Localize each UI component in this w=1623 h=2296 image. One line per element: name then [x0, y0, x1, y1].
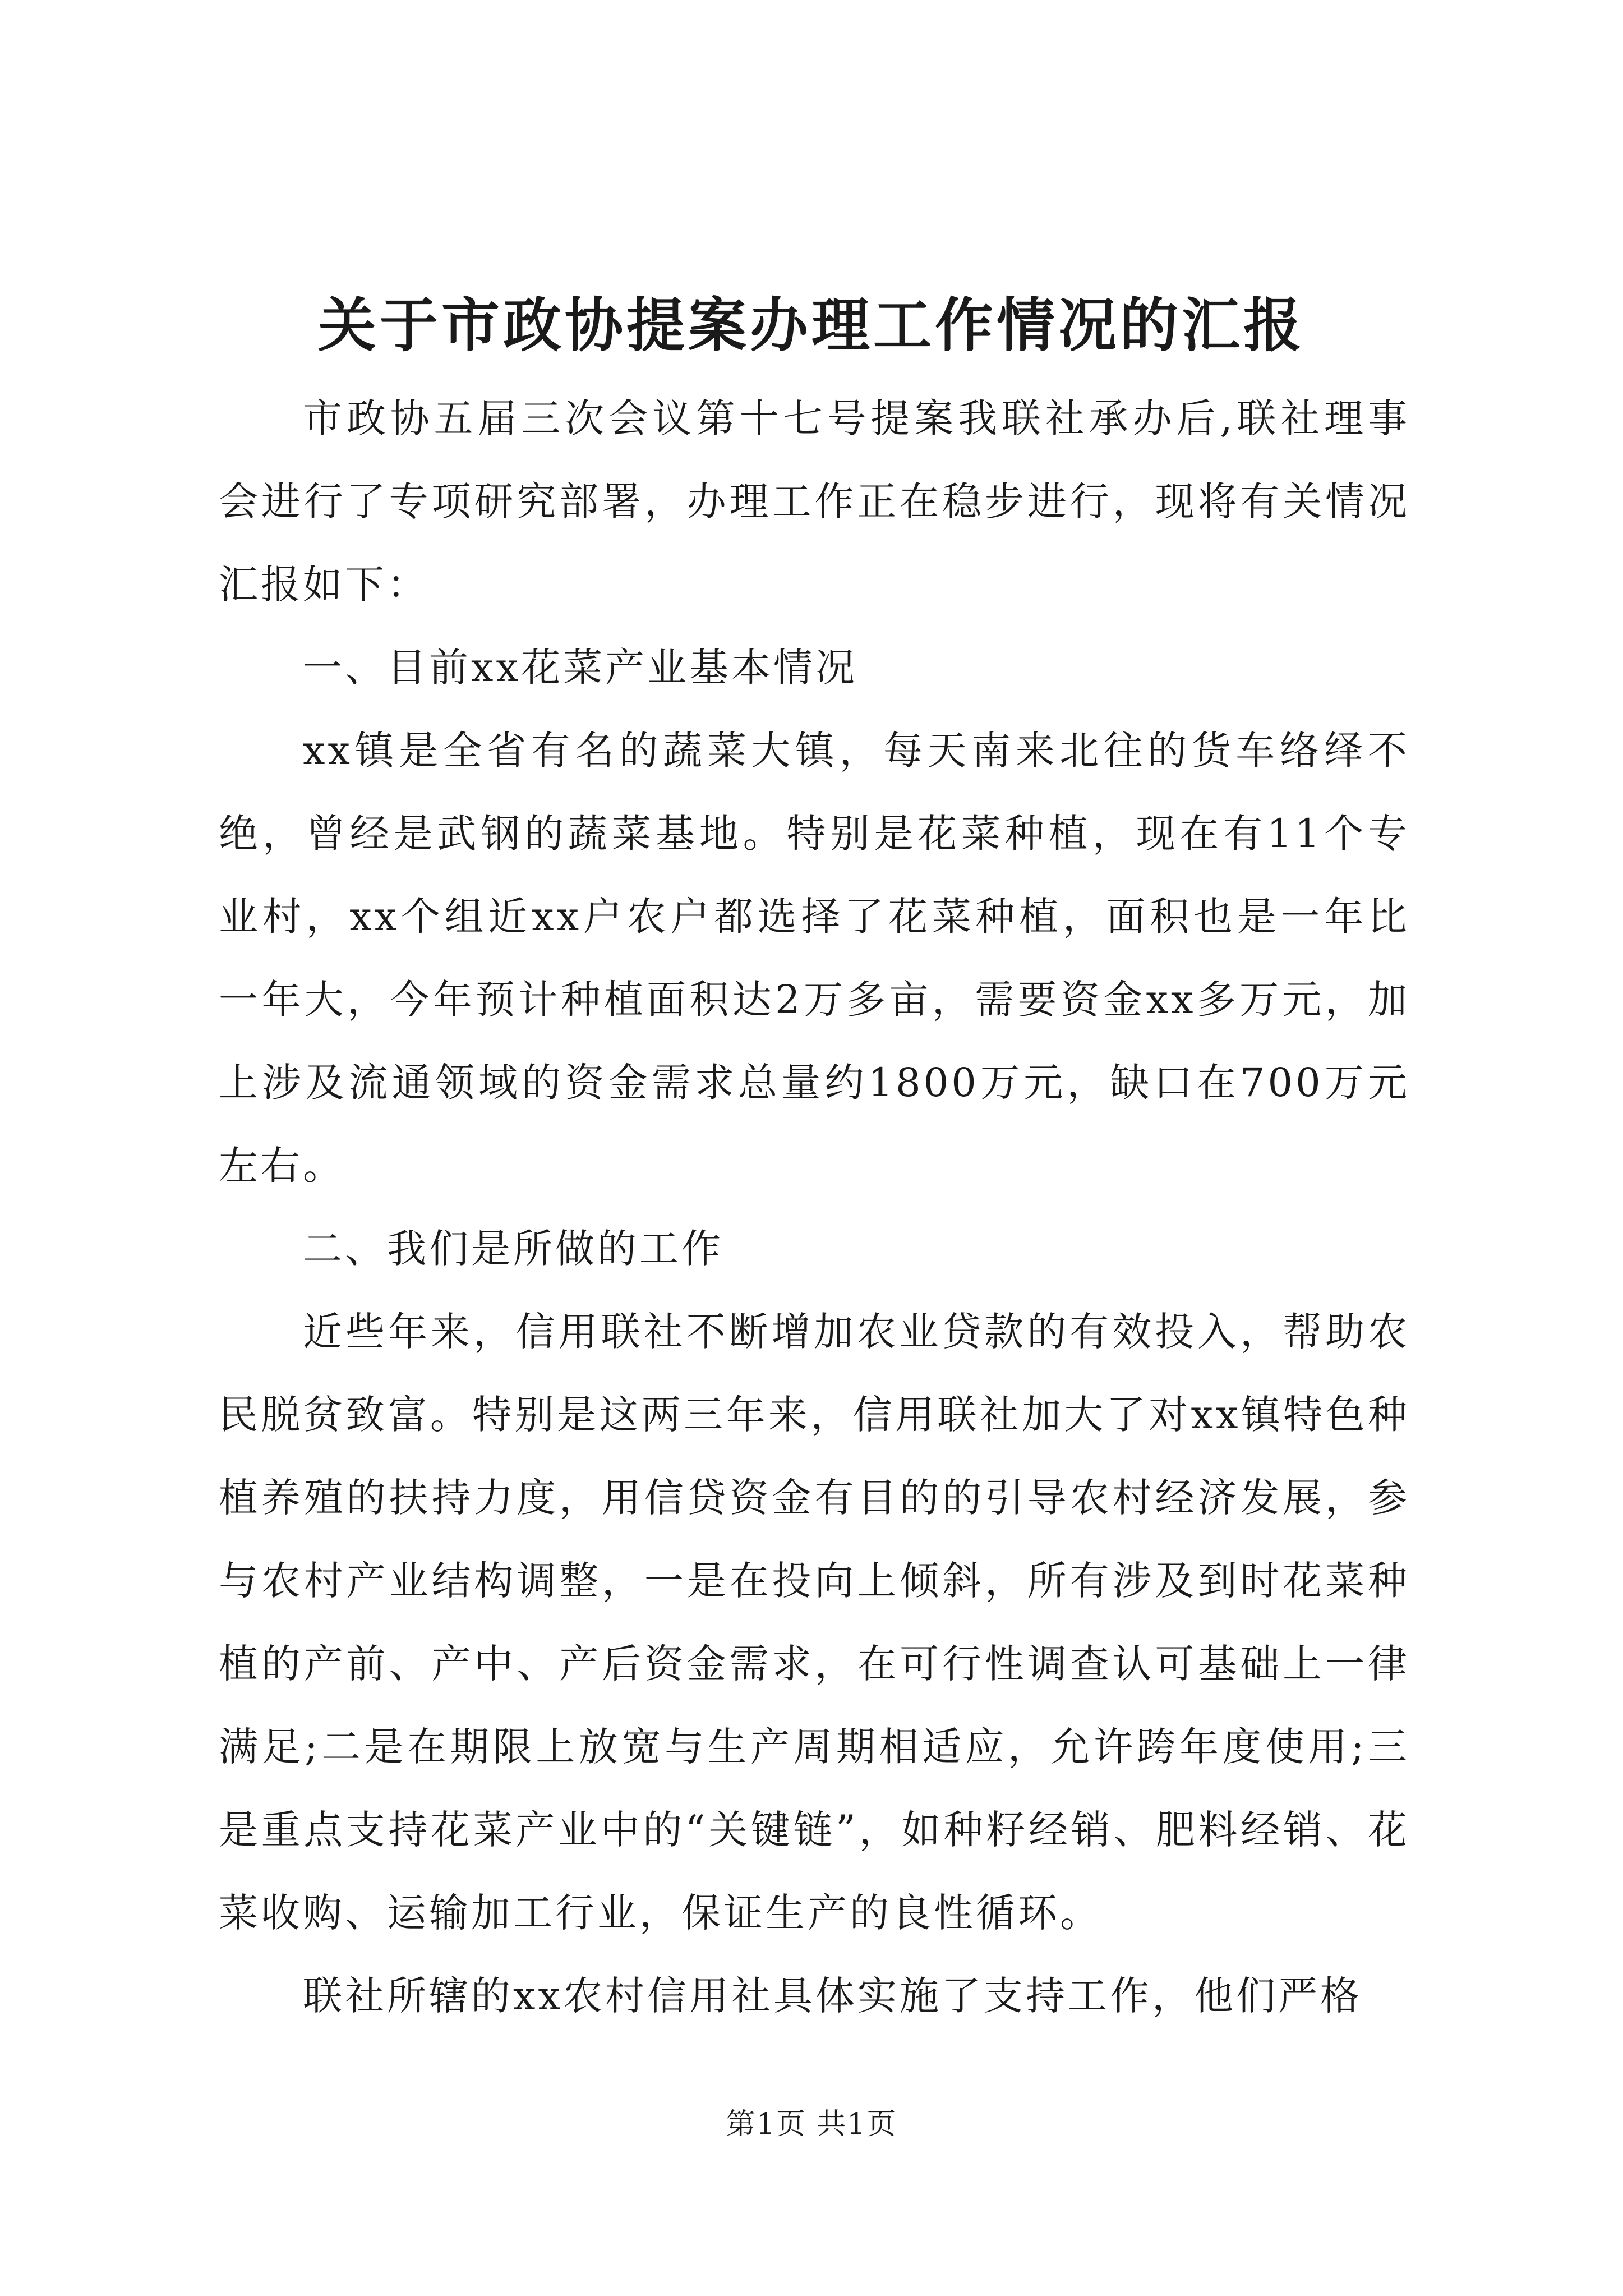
paragraph-work-done: 近些年来，信用联社不断增加农业贷款的有效投入，帮助农民脱贫致富。特别是这两三年来，信用联社加大了对xx镇特色种植养殖的扶持力度，用信贷资金有目的的引导农村经济发展，参与农村产业结构调整，一是在投向上倾斜，所有涉及到时花菜种植的产前、产中、产后资金需求，在可行性调查认可基础上一律满足;二是在期限上放宽与生产周期相适应，允许跨年度使用;三是重点支持花菜产业中的“关键链”，如种籽经销、肥料经销、花菜收购、运输加工行业，保证生产的良性循环。 — [219, 1309, 1410, 1936]
paragraph-intro: 市政协五届三次会议第十七号提案我联社承办后,联社理事会进行了专项研究部署，办理工作正在稳步进行，现将有关情况汇报如下： — [219, 395, 1410, 608]
page-number-footer: 第1页 共1页 — [726, 2108, 897, 2141]
section-heading-1: 一、目前xx花菜产业基本情况 — [303, 645, 857, 691]
section-heading-2: 二、我们是所做的工作 — [303, 1226, 723, 1272]
document-body — [219, 377, 1410, 2037]
document-title: 关于市政协提案办理工作情况的汇报 — [317, 291, 1305, 360]
paragraph-rural-credit: 联社所辖的xx农村信用社具体实施了支持工作，他们严格 — [303, 1973, 1362, 2019]
paragraph-basic-situation: xx镇是全省有名的蔬菜大镇，每天南来北往的货车络绎不绝，曾经是武钢的蔬菜基地。特别是花菜种植，现在有11个专业村，xx个组近xx户农户都选择了花菜种植，面积也是一年比一年大，今年预计种植面积达2万多亩，需要资金xx多万元，加上涉及流通领域的资金需求总量约1800万元，缺口在700万元左右。 — [219, 728, 1410, 1189]
